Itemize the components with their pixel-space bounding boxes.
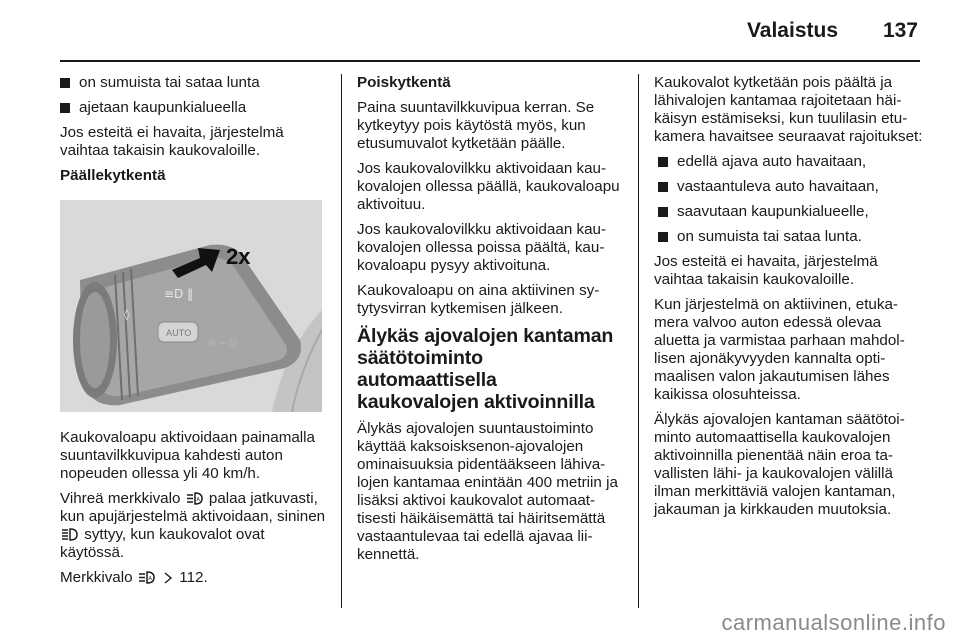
- bullet-icon: [658, 157, 668, 167]
- column-divider: [341, 74, 342, 608]
- section-heading: Älykäs ajovalojen kantaman säätötoiminto automaattisella kaukovalojen aktivoinnilla: [357, 325, 614, 413]
- paragraph: Kaukovalot kytketään pois päältä ja lähivalojen kantamaa rajoitetaan häikäisyn estämiseksi, kun tuulilasin etukamera havaitsee seuraavat rajoitukset:: [654, 74, 923, 145]
- list-item: [654, 203, 926, 221]
- bullet-icon: [658, 232, 668, 242]
- column-1: [60, 74, 326, 594]
- list-item-text: saavutaan kaupunkialueelle,: [677, 203, 869, 220]
- paragraph: Kun järjestelmä on aktiivinen, etukamera valvoo auton edessä olevaa aluetta ja varmistaa parhaan mahdollisen ajonäkyvyyden kannalta optimaalisen valon jakautumisen lähes kaikissa olosuhteissa.: [654, 296, 905, 403]
- paragraph: [60, 569, 326, 587]
- stalk-illustration: [60, 200, 322, 412]
- page-reference-icon: [163, 572, 173, 584]
- svg-text:A: A: [196, 497, 200, 503]
- turn-signal-stalk-image: [60, 200, 322, 412]
- svg-text:A: A: [148, 576, 152, 582]
- paragraph: [60, 490, 326, 562]
- paragraph: Paina suuntavilkkuvipua kerran. Se kytkeytyy pois käytöstä myös, kun etusumuvalot kytketään päälle.: [357, 99, 595, 152]
- page-number: 137: [882, 19, 918, 42]
- subheading: Päällekytkentä: [60, 167, 166, 184]
- svg-text:AUTO: AUTO: [166, 329, 192, 339]
- column-divider: [638, 74, 639, 608]
- high-beam-assist-icon: [139, 571, 155, 584]
- list-item: [60, 99, 326, 117]
- high-beam-assist-icon: [187, 492, 203, 505]
- high-beam-icon: [62, 528, 78, 541]
- list-item-text: on sumuista tai sataa lunta.: [677, 228, 862, 245]
- section-title: Valaistus: [746, 19, 838, 42]
- watermark: carmanualsonline.info: [721, 610, 946, 635]
- paragraph: Jos esteitä ei havaita, järjestelmä vaihtaa takaisin kaukovaloille.: [654, 253, 878, 288]
- paragraph: Jos esteitä ei havaita, järjestelmä vaihtaa takaisin kaukovaloille.: [60, 124, 284, 159]
- bullet-icon: [60, 78, 70, 88]
- page-header: [60, 0, 920, 62]
- svg-text:≡D ‖: ≡D ‖: [164, 287, 194, 301]
- svg-text:◊: ◊: [124, 308, 130, 321]
- list-item-text: vastaantuleva auto havaitaan,: [677, 178, 879, 195]
- svg-text:⊘ ⌁ ⊡: ⊘ ⌁ ⊡: [208, 338, 238, 349]
- list-item: [60, 74, 326, 92]
- paragraph-text: Vihreä merkkivalo: [60, 490, 181, 507]
- list-item: [654, 178, 926, 196]
- list-item-text: ajetaan kaupunkialueella: [79, 99, 247, 116]
- paragraph-text: Merkkivalo: [60, 569, 133, 586]
- paragraph-text: palaa jatkuvasti, kun apujärjestelmä aktivoidaan, sininen: [60, 490, 326, 525]
- list-item: [654, 153, 926, 171]
- list-item: [654, 228, 926, 246]
- paragraph: Jos kaukovalovilkku aktivoidaan kaukovalojen ollessa poissa päältä, kaukovaloapu pysyy aktivoituna.: [357, 221, 607, 274]
- bullet-icon: [60, 103, 70, 113]
- bullet-icon: [658, 207, 668, 217]
- column-2: [357, 74, 623, 571]
- paragraph: Kaukovaloapu on aina aktiivinen sytytysvirran kytkemisen jälkeen.: [357, 282, 600, 317]
- paragraph: Älykäs ajovalojen suuntaustoiminto käyttää kaksoisksenon-ajovalojen ominaisuuksia pidentääkseen lähivalojen kantamaa enintään 400 metriin ja lisäksi aktivoi kaukovalot automaattisesti häikäisemättä tai häiritsemättä vastaantulevaa tai edellä ajavaa liikennettä.: [357, 420, 618, 563]
- subheading: Poiskytkentä: [357, 74, 451, 91]
- figure-label: 2x: [226, 244, 251, 269]
- paragraph: Kaukovaloapu aktivoidaan painamalla suuntavilkkuvipua kahdesti auton nopeuden ollessa yli 40 km/h.: [60, 429, 315, 482]
- column-3: [654, 74, 926, 526]
- paragraph: Älykäs ajovalojen kantaman säätötoiminto automaattisella kaukovalojen aktivoinnilla pienentää näin eroa tavallisten lähi- ja kaukovalojen välillä ilman merkittäviä valojen kantaman, jakauman ja kirkkauden muutoksia.: [654, 411, 905, 518]
- paragraph: Jos kaukovalovilkku aktivoidaan kaukovalojen ollessa päällä, kaukovaloapu aktivoituu.: [357, 160, 620, 213]
- page-reference[interactable]: 112.: [179, 569, 208, 586]
- paragraph-text: syttyy, kun kaukovalot ovat käytössä.: [60, 526, 265, 561]
- list-item-text: on sumuista tai sataa lunta: [79, 74, 260, 91]
- bullet-icon: [658, 182, 668, 192]
- list-item-text: edellä ajava auto havaitaan,: [677, 153, 867, 170]
